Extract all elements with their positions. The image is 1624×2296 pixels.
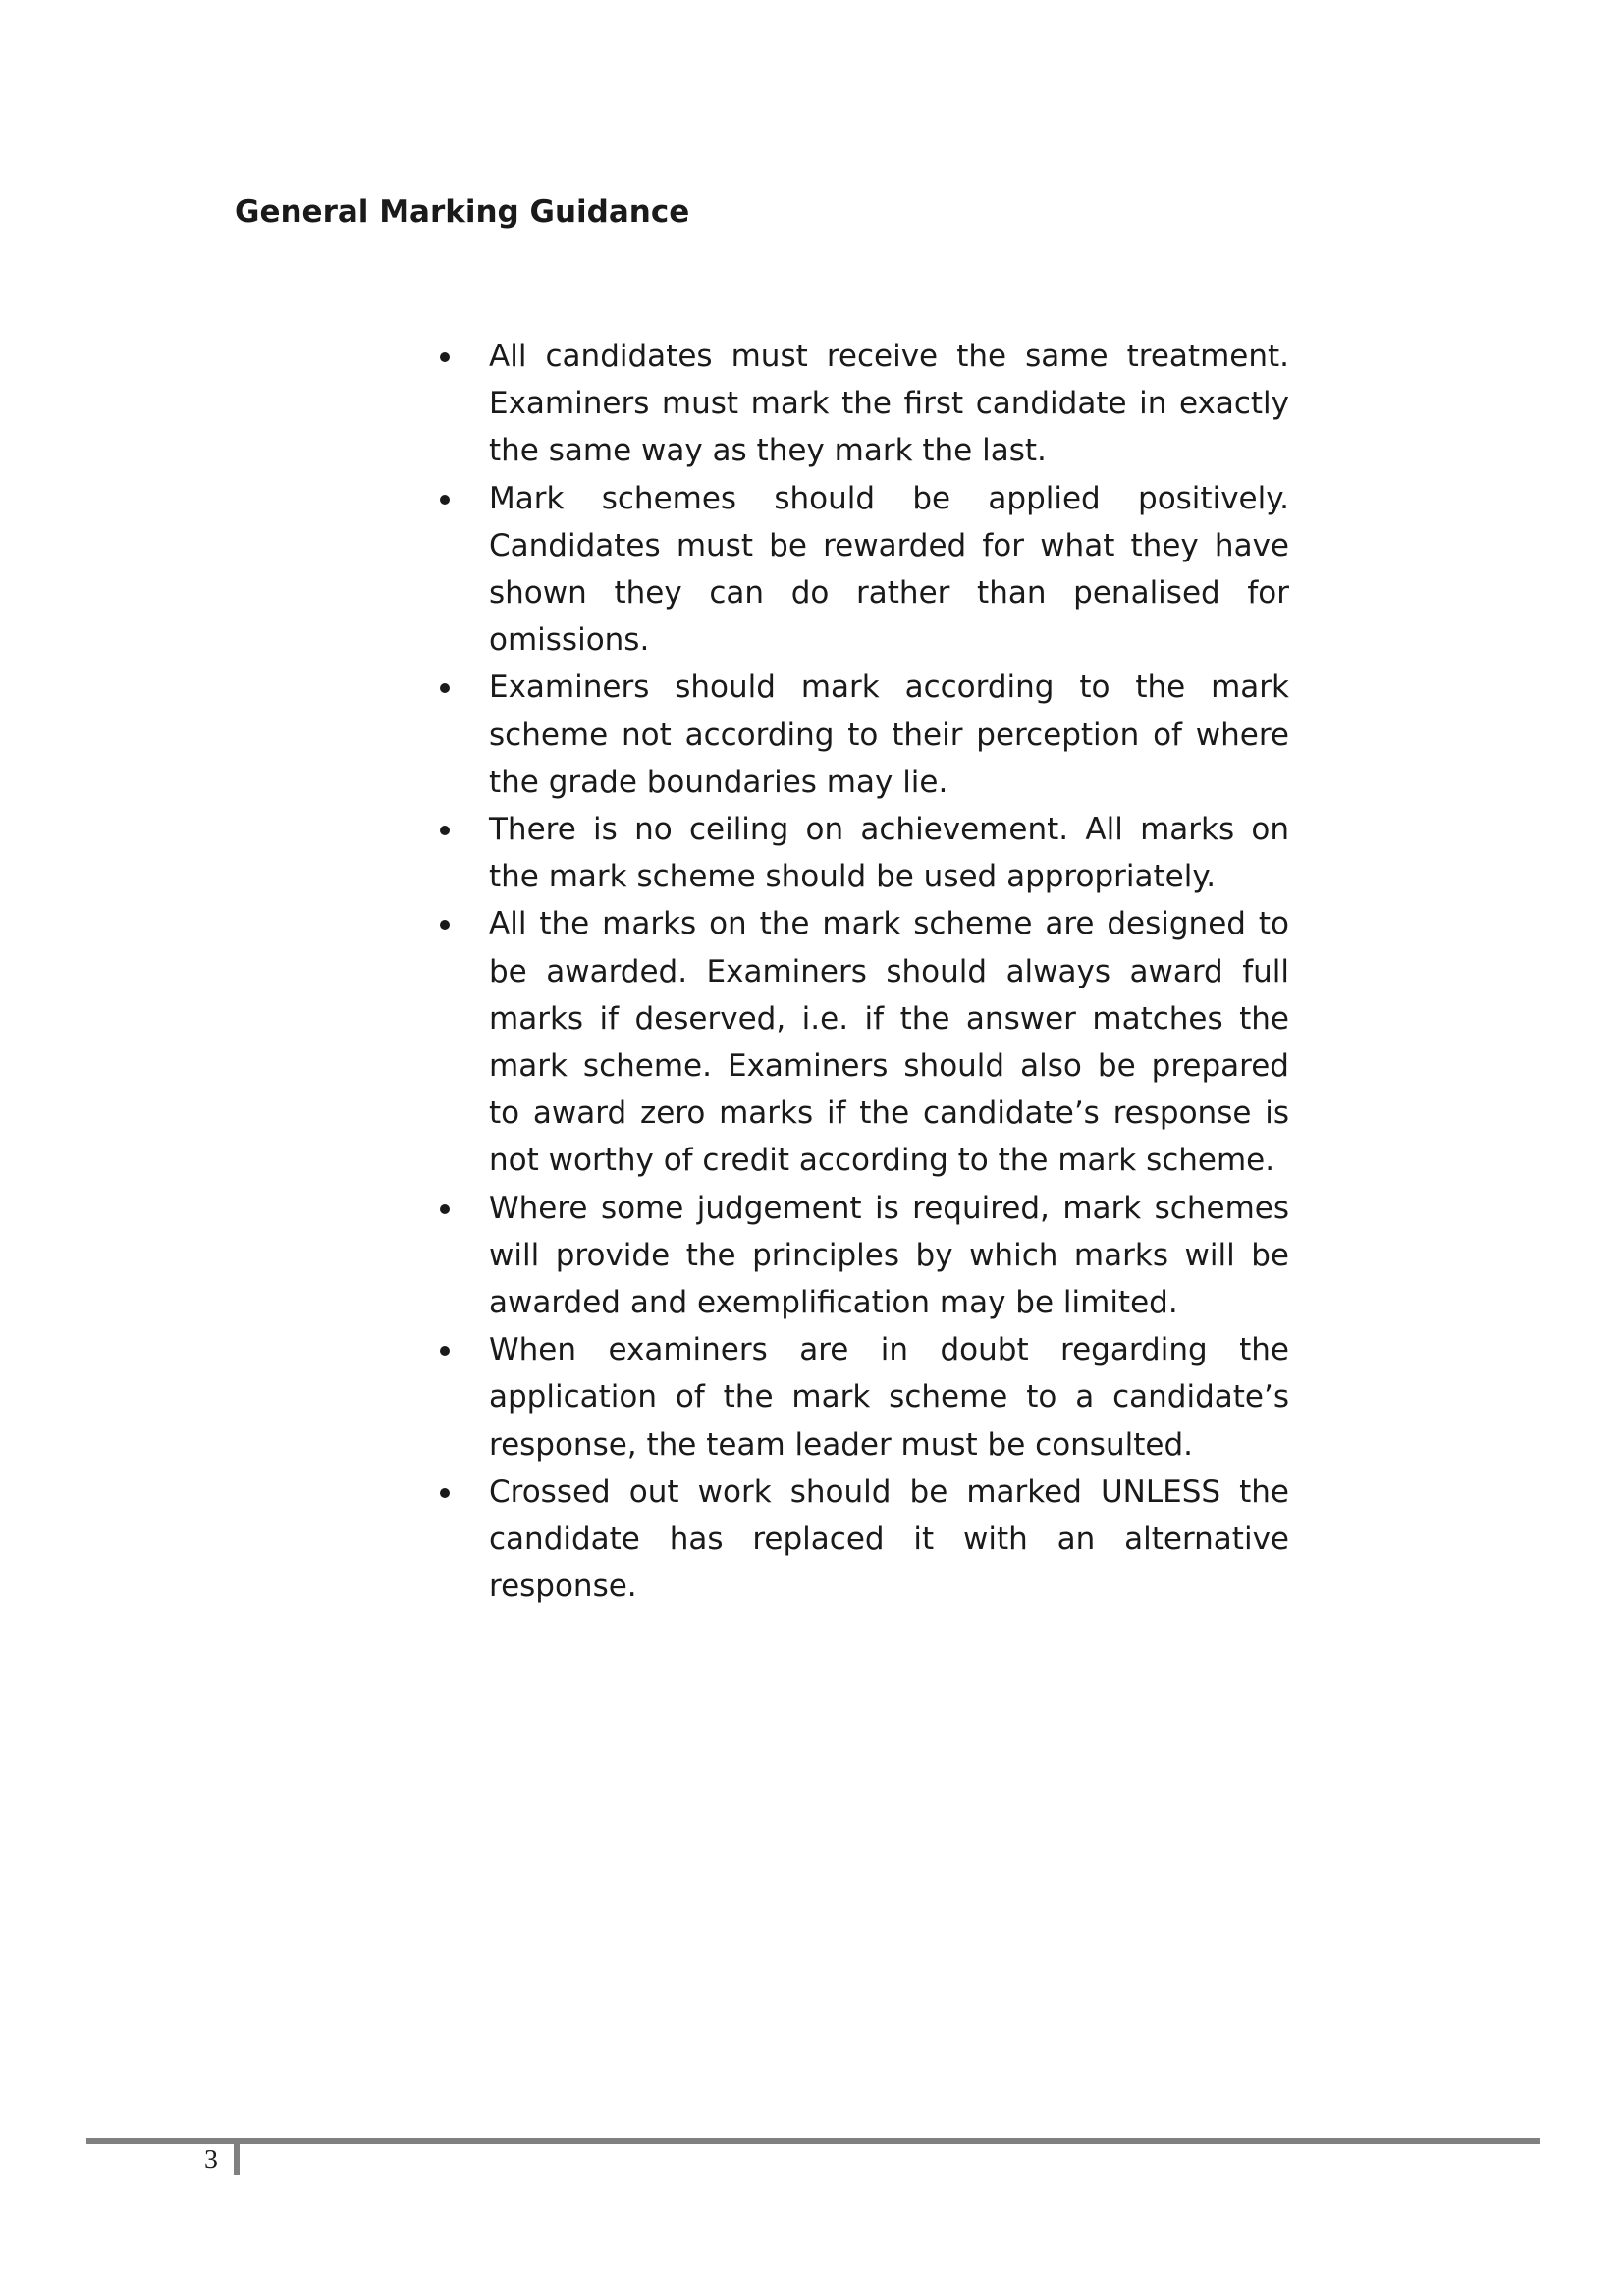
list-item: [432, 1468, 1289, 1611]
list-item-text: Where some judgement is required, mark schemes will provide the principles by which marks will be awarded and exemplification may be limited.: [489, 1190, 1289, 1321]
bullet-icon: [440, 352, 450, 362]
bullet-icon: [440, 1346, 450, 1356]
bullet-icon: [440, 683, 450, 693]
list-item-text: Mark schemes should be applied positively. Candidates must be rewarded for what they have shown they can do rather than penalised for omissions.: [489, 480, 1289, 659]
list-item: [432, 900, 1289, 1184]
bullet-icon: [440, 1488, 450, 1498]
page-title: General Marking Guidance: [235, 194, 690, 230]
list-item: [432, 664, 1289, 806]
bullet-icon: [440, 1204, 450, 1214]
list-item-text: Examiners should mark according to the mark scheme not according to their perception of where the grade boundaries may lie.: [489, 669, 1289, 800]
list-item: [432, 1326, 1289, 1468]
list-item: [432, 475, 1289, 665]
footer-divider: [234, 2144, 240, 2175]
list-item: [432, 333, 1289, 475]
list-item: [432, 1185, 1289, 1327]
list-item-text: There is no ceiling on achievement. All marks on the mark scheme should be used appropriately.: [489, 812, 1289, 895]
list-item-text: Crossed out work should be marked UNLESS the candidate has replaced it with an alternative response.: [489, 1473, 1289, 1605]
page-number: 3: [204, 2145, 218, 2175]
bullet-icon: [440, 826, 450, 835]
footer-rule: [86, 2138, 1540, 2144]
list-item-text: All the marks on the mark scheme are designed to be awarded. Examiners should always award full marks if deserved, i.e. if the answer matches the mark scheme. Examiners should also be prepared to award zero marks if the candidate’s response is not worthy of credit according to the mark scheme.: [489, 906, 1289, 1179]
bullet-icon: [440, 920, 450, 930]
bullet-icon: [440, 495, 450, 505]
list-item-text: All candidates must receive the same treatment. Examiners must mark the first candidate in exactly the same way as they mark the last.: [489, 339, 1289, 469]
list-item: [432, 806, 1289, 900]
list-item-text: When examiners are in doubt regarding the application of the mark scheme to a candidate’s response, the team leader must be consulted.: [489, 1332, 1289, 1463]
guidance-list: [432, 333, 1289, 1610]
